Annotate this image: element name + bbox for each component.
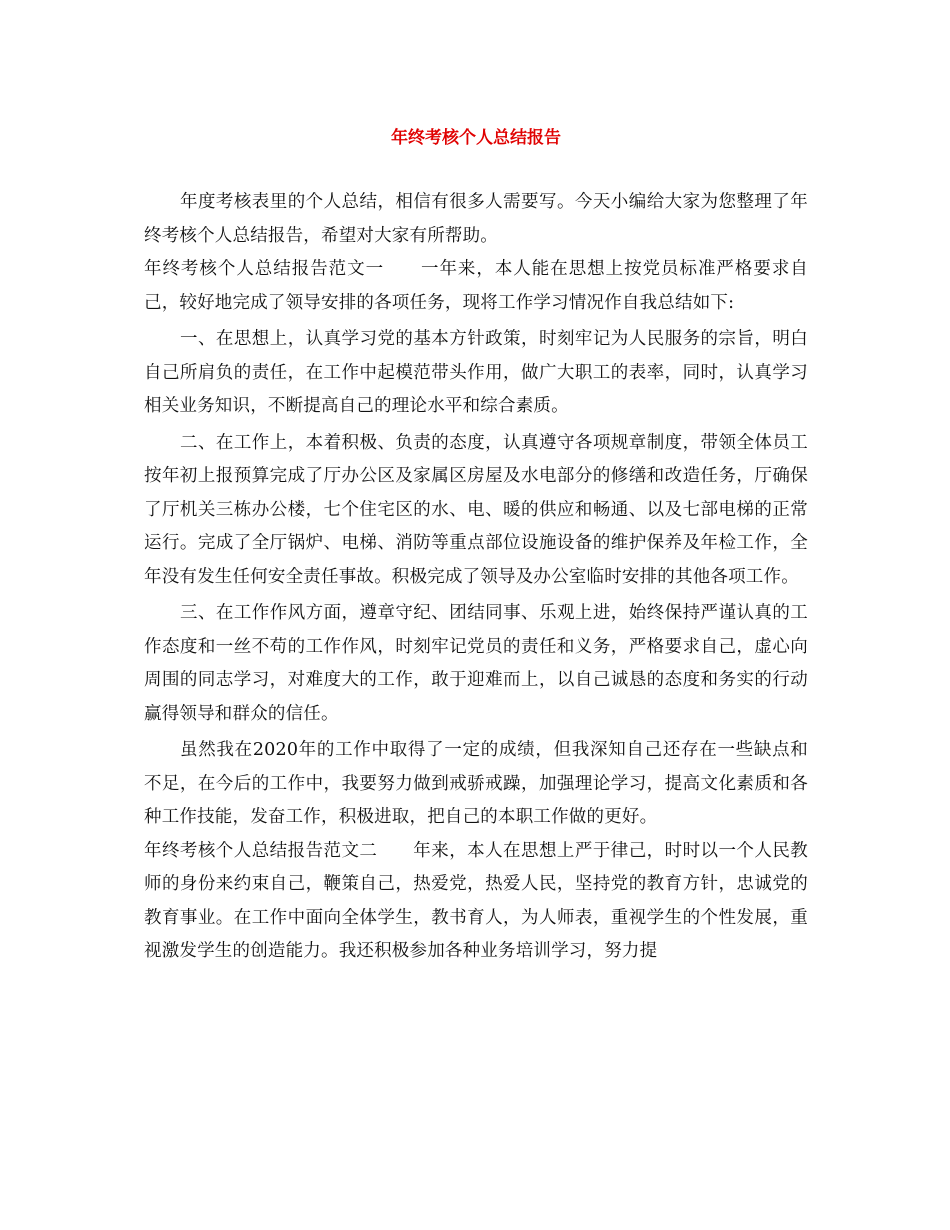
section-thought-paragraph: 一、在思想上，认真学习党的基本方针政策，时刻牢记为人民服务的宗旨，明白自己所肩负的责任，在工作中起模范带头作用，做广大职工的表率，同时，认真学习相关业务知识，不断提高自己的理论水平和综合素质。 [144, 329, 808, 416]
document-title: 年终考核个人总结报告 [391, 128, 561, 148]
intro-paragraph: 年度考核表里的个人总结，相信有很多人需要写。今天小编给大家为您整理了年终考核个人总结报告，希望对大家有所帮助。 [144, 192, 808, 246]
sample-two-paragraph: 年终考核个人总结报告范文二 年来，本人在思想上严于律己，时时以一个人民教师的身份来约束自己，鞭策自己，热爱党，热爱人民，坚持党的教育方针，忠诚党的教育事业。在工作中面向全体学生，教书育人，为人师表，重视学生的个性发展，重视激发学生的创造能力。我还积极参加各种业务培训学习，努力提 [144, 840, 808, 961]
sample-one-heading-paragraph: 年终考核个人总结报告范文一 一年来，本人能在思想上按党员标准严格要求自己，较好地完成了领导安排的各项任务，现将工作学习情况作自我总结如下: [144, 259, 808, 313]
section-work-paragraph: 二、在工作上，本着积极、负责的态度，认真遵守各项规章制度，带领全体员工按年初上报预算完成了厅办公区及家属区房屋及水电部分的修缮和改造任务，厅确保了厅机关三栋办公楼，七个住宅区的水、电、暖的供应和畅通、以及七部电梯的正常运行。完成了全厅锅炉、电梯、消防等重点部位设施设备的维护保养及年检工作，全年没有发生任何安全责任事故。积极完成了领导及办公室临时安排的其他各项工作。 [144, 432, 808, 587]
shortcomings-paragraph: 虽然我在2020年的工作中取得了一定的成绩，但我深知自己还存在一些缺点和不足，在今后的工作中，我要努力做到戒骄戒躁，加强理论学习，提高文化素质和各种工作技能，发奋工作，积极进取，把自己的本职工作做的更好。 [144, 740, 808, 827]
document-page [144, 118, 808, 969]
section-style-paragraph: 三、在工作作风方面，遵章守纪、团结同事、乐观上进，始终保持严谨认真的工作态度和一丝不苟的工作作风，时刻牢记党员的责任和义务，严格要求自己，虚心向周围的同志学习，对难度大的工作，敢于迎难而上，以自己诚恳的态度和务实的行动赢得领导和群众的信任。 [144, 603, 808, 724]
